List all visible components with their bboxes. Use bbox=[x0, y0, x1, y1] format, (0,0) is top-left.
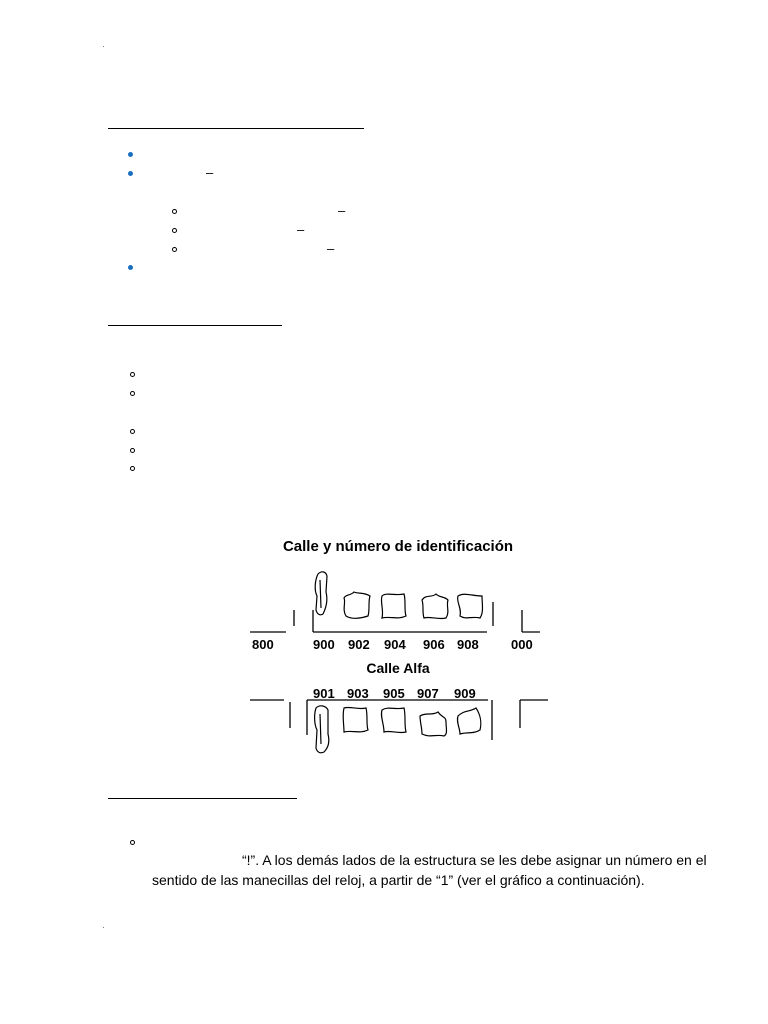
lot-number: 907 bbox=[417, 686, 439, 701]
sub-bullet-icon bbox=[130, 391, 135, 396]
street-numbering-figure bbox=[240, 530, 560, 765]
street-name: Calle Alfa bbox=[366, 660, 430, 676]
dash: – bbox=[297, 222, 305, 237]
lot-number: 908 bbox=[457, 637, 479, 652]
lot-number: 000 bbox=[511, 637, 533, 652]
lot-number: 902 bbox=[348, 637, 370, 652]
bullet-icon bbox=[128, 152, 133, 157]
sub-bullet-icon bbox=[130, 429, 135, 434]
building-shape bbox=[315, 572, 327, 615]
building-shape bbox=[422, 594, 448, 619]
dash: – bbox=[327, 241, 335, 256]
lot-number: 901 bbox=[313, 686, 335, 701]
sub-bullet-icon bbox=[130, 372, 135, 377]
sub-bullet-icon bbox=[172, 247, 177, 252]
building-shape bbox=[344, 592, 370, 618]
building-shape bbox=[381, 708, 406, 733]
paragraph-line: sentido de las manecillas del reloj, a partir de “1” (ver el gráfico a continuación). bbox=[152, 872, 645, 888]
lot-number: 904 bbox=[384, 637, 406, 652]
page-mark bbox=[103, 46, 104, 47]
lot-number: 906 bbox=[423, 637, 445, 652]
section-heading-underline bbox=[108, 128, 364, 129]
lot-number: 800 bbox=[252, 637, 274, 652]
sub-bullet-icon bbox=[172, 228, 177, 233]
bullet-icon bbox=[128, 265, 133, 270]
section-heading-underline bbox=[108, 325, 282, 326]
section-heading-underline bbox=[108, 798, 297, 799]
building-shape bbox=[343, 707, 368, 732]
bullet-icon bbox=[128, 171, 133, 176]
building-shape bbox=[420, 712, 447, 736]
dash: – bbox=[338, 203, 346, 218]
figure-title: Calle y número de identificación bbox=[282, 538, 514, 555]
sub-bullet-icon bbox=[130, 840, 135, 845]
building-shape bbox=[381, 594, 406, 618]
page-mark bbox=[103, 927, 104, 928]
sub-bullet-icon bbox=[172, 209, 177, 214]
paragraph-line: “!”. A los demás lados de la estructura se les debe asignar un número en el bbox=[242, 852, 707, 868]
lot-number: 909 bbox=[454, 686, 476, 701]
dash: – bbox=[206, 165, 214, 180]
lot-number: 905 bbox=[383, 686, 405, 701]
building-shape bbox=[315, 706, 329, 753]
lot-number: 900 bbox=[313, 637, 335, 652]
building-shape bbox=[457, 708, 480, 734]
building-shape bbox=[458, 594, 483, 618]
lot-number: 903 bbox=[347, 686, 369, 701]
sub-bullet-icon bbox=[130, 448, 135, 453]
sub-bullet-icon bbox=[130, 466, 135, 471]
